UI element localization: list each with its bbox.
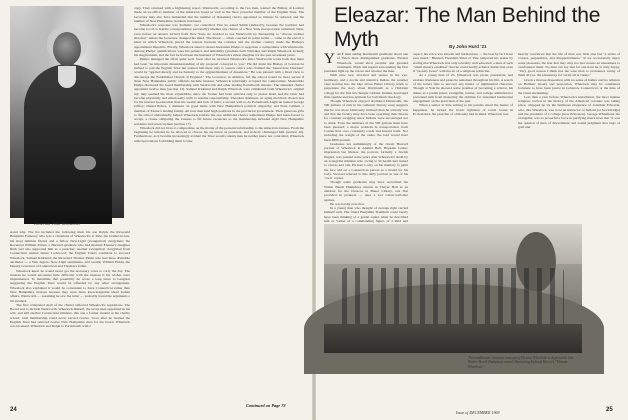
left-col1-paragraph-3: The first completed draft of the charter reflected Wheelock's aspirations. The Board was to include Wentworth, Wheelock himself, the seven men appointed in his will, and still another Connecticut minister, this one a former student at the charity school; total membership could never exceed twelve. Soon after he learned the English Trust had selected twelve New Hampshire men for the board, Wheelock was incensed. Wheelock and Ralph to Portsmouth with a — [10, 302, 130, 329]
right-col1-paragraph-3: Though Wheelock enjoyed abolished Dartmouth, the 500 gallons of rum in his romantic literary song suggests that he was more fabulously inclined than he actually was and that the faculty may have been operating their threats for constant swigging since Indians were encouraged not to drink. Even the numbers of the 500 gallons must have been guessed; a major problem in transportation from Connecticut over constantly roads and hazard trails. Not including the weight of the casks, the load would have been 4800 pounds. — [324, 99, 408, 142]
right-col2-paragraph-2: As a young man of 23, Wheelock was pious, passionate, and zealous. Rudeness and pious he remained throughout his life. A search of his letters fails to uncover any humor or lighthearted character. Though at Yale he showed some promise of becoming a scholar, his duties as a parish priest, evangelist, farmer, and college administrator prevented him from mastering the abilities for sustained intellectual engagement on the great men of the past. — [413, 73, 513, 104]
portrait-caption: Governor John Wentworth — [34, 221, 80, 226]
portrait-head — [53, 32, 81, 66]
right-col3-paragraph-3: Less than a year before, Wheelock's installation, the most intense religious revival in the history of the American colonies was taking place, whipped up by the luminous eloquence of Jonathan Edwards, who, like Wheelock, was to be an instructor of Indians (at Stockbridge) and the president of a college (now Princeton). George Whitefield, the evangelist, was so powerful a force in purifying men's lives that "it was the opinion of men of discernment and sound judgment that bags of gold and — [518, 94, 620, 129]
portrait-cravat — [58, 66, 76, 88]
left-col1-paragraph-2: Wheelock knew he would never get the necessary votes to carry the day. The trustees he would encounter little difficulty with the trustees if his wishes were implemented. To maximize that possibility he wrote a long letter to Langdon suggesting the English Trust would be offended by any other arrangement. Wheelock also explained it would be convenient to have Connecticut rather than New Hampshire trustees because they were more knowledgeable about Indian affairs. Wentworth — assuming he saw the letter — probably found the arguments a bit strained. — [10, 268, 130, 303]
right-page — [316, 0, 628, 420]
right-column-2 — [413, 52, 513, 220]
right-col1-paragraph-2: With pine tree, elevated and serene in his eye-testimony, and a docile and attentive Indian, the weather vane soaring into the blue above Baker Library tends to perpetuate the story about Dartmouth as a Christian college for the first few hunger robbins. Indians developed little sparkle and less aptitude for Calvinistic theology. — [324, 73, 408, 99]
governor-portrait-image — [10, 6, 124, 218]
page-number-right: 25 — [606, 407, 613, 413]
left-col2-paragraph-1: copy. They returned with a frightening report. Wentworth, according to the two men, wanted the Bishop of London made an ex-officio member of the American board as well as the most powerful member of the English Trust. The Governor may also have demanded that the number of dissenting clerics appointed as trustees be reduced, and the number of New Hampshire residents increased. — [134, 6, 304, 23]
article-byline: By John Hurd '21 — [449, 44, 487, 49]
right-col1-paragraph-6: He was hardly ever that. — [330, 201, 365, 206]
right-col1-paragraph-4: Graduates not unthinkingly of the Jewett Howard portrait of Wheelock in Alumni Hall, Hopkins Center, impression but lifeless, the portrait, formally a Jewish fingure, was painted some years after Wheelock's death by an evangelist minister who owing to ill health had turned to canvas and oils. He had to rely on his memory to paint the face and on a Connecticut person as a model for his body. Steward referred to this daily portrait as one of his "own" copies. — [324, 141, 408, 181]
left-column-2 — [134, 6, 304, 402]
left-col2-paragraph-3: Phelps managed the affair quite well. Soon after he received Wheelock's letter Wentworth wrote back that there had been "an important misunderstanding of my proposal conveyed to you." He did insist the Bishop of London be invited to join the English Trust but wanted him there only to answer critics who claimed the "benevolent Charities" would be "applied merely and exclusively to the aggrandizement of dissenters." He was pleased with a fixed view to discourage the Established Church of England." The Governor, in addition, felt the school would be more secure if three New Hampshire public officials became trustees. Wheelock reluctantly accepted the compromise. Meanwhile Phelps discussed the board membership with Wentworth and other leading Portsmouth citizens. The amended charter appointed twelve men (section 13). Samuel Kirkland and Ralph Wheelock were eliminated from Wheelock's original list; they seemed the most expendable, since the former had been selected only to please Keen and the latter had become physically and emotionally unfit to assume responsibility. Theodore Atkinson, an aging merchant chosen less for his interest in education than his wealth and lack of heirs; a second well-to-do Portsmouth Anglican named George Jaffrey; Daniel Peirce, a diameter on good terms with New Hampshire's political oligarchy; and Peter Gilman, a member of Exeter's leading family. All four men held high positions in the provincial government. Their generous gifts to the school undoubtedly helped Wheelock tolerate the one additional charter adjustment Phelps had been forced to accept, a clause obligating the trustees to fill future vacancies so the membership included eight New Hampshire residents and seven laymen (section 17). — [134, 57, 304, 126]
right-col1-paragraph-7: In a young man who thought of average right carried himself well. His friend Benjamin Trumbull could barely have been thinking of a genial squire when he described him as "rather of a commanding figure, of a mild and — [324, 206, 408, 223]
left-col2-paragraph-4: Wheelock did not have to compromise on the matter of the personal relationship to the American trustees. From the beginning he insisted he be allowed to choose his successor as president, and nobody challenged him (section 20). Furthermore, as it became increasingly evident the Trust would contain men he neither knew nor controlled, Wheelock added provisions forbidding them to take — [134, 125, 304, 143]
continued-note: Continued on Page 73 — [246, 403, 286, 408]
mural-foreground — [324, 324, 582, 353]
left-col2-paragraph-2: Wheelock's response was dramatic, yet controlled. Fire he asked Smith (indirectly, because the barrister had become too ill to handle correspondence personally) whether any chance of a New York incorporation remained. Next, even before an answer arrived from New York, he decided to test Wentworth by threatening to "choose another situation" unless the Governor changed his mind. The threat — albeit couched in polite terms — came at the end of a letter in which Wheelock placed the tension between the colonies and the mother country made the Bishop's appointment impolitic. Finally, Wheelock asked Colonel Alexander Phelps to negotiate a compromise with Wentworth. Among Phelps' qualifications were his patience and amiability (qualities both Whitaker and Ralph Wheelock lacked); his Anglicanism, and the fact he had been the husband of Wheelock's eldest daughter for the past seventeen years. — [134, 23, 304, 58]
left-page — [0, 0, 312, 420]
mural-caption: The traditional, romantic concept of Eleazar Wheelock is depicted in this Walter Beach Humphrey mural illustrating Richard Hovey's "Eleazar Wheelock." — [468, 356, 574, 369]
mural-figures — [342, 268, 564, 328]
right-col1-paragraph-1 — [324, 52, 408, 73]
page-number-left: 24 — [10, 407, 17, 413]
right-column-1 — [324, 51, 408, 223]
issue-line: Issue of DECEMBER 1969 — [456, 410, 500, 415]
portrait-hand — [74, 156, 96, 170]
mural-painting-image — [324, 224, 582, 353]
left-column-1 — [10, 230, 130, 398]
right-col2-paragraph-3: When a senior at Yale writing to his parents about the matter of happiness, he lacked the ironic lightness of touch found in Ecclesiastes, the preacher of obviously had in mind. Wheelock was — [413, 103, 513, 116]
drop-cap: Y — [324, 51, 335, 67]
right-col3-paragraph-1: heavily convinced that the life of man was little else but "a series of crosses, perplexities, and disappointments." If we occasionally enjoy some pleasures, the fear that they may not last creates an uneasiness to overbalance them. No man can say that for one hour he is truly happy. "Very good reason I think has the wise man to pronounce vanity of them all (i.e. the pleasures), for verily all is vanity." — [518, 52, 620, 78]
article-title: Eleazar: The Man Behind the Myth — [334, 4, 601, 51]
right-col1-paragraph-5: Though some graduates may have welcomed the Walter Beach Humphrey murals in Thayer Hall as an antidote for the Orozcos in Baker Library, one that provided in pioneers — ones a lost colour-well-met squires. — [324, 180, 408, 202]
right-col1-paragraph-1-text: ALE men asking Dartmouth graduates about one of Yale's most distinguished graduates, Eleazar Wheelock, would elicit peculiar and guarded comments. Myth and legend surrounding the first president light up the colour and obscure the man. — [324, 52, 408, 74]
portrait-coat — [24, 64, 112, 224]
left-col1-paragraph-1: stand why. The list included the following men: his son Ralph, the Reverend Benjamin Pomeroy who was a classmate of Wheelock's at Yale, his brother-in-law, his most intimate friend, and a fellow New-Light (evangelical) clergyman; the Reverend William Patten, a Harvard graduate who had married Eleazar's daughter Ruth and also supported him as a preacher; another evangelical clergyman from Connecticut named James Lockwood; the English Trust's candidate to succeed Wheelock, Samuel Kirkland; the Reverend Thomas Pitkin who had three divinable attributes — a Yale degree, New-Light sentiments, and wealth; William Pitkin, the Deputy Governor of Connecticut and Thomas's father. — [10, 230, 130, 269]
right-col2-paragraph-1: aspect; his voice was smooth and harmonious — the best by far I have ever heard." Blessed, President Stiles of Yale tempered his praise by stating that Wheelock was only tolerably well educated, a man of such "small literary erudition" that he could hardly achieve distinction even if "piously sweet" with the air of a religious politician. — [413, 52, 514, 74]
right-col3-paragraph-2: Given a morose disposition with no sense of humor and no reliance on Hellenic beauty and proportion, Wheelock may be considered fortunate to have been pastor in Lebanon, Connecticut, at the time of the Great Awakening. — [518, 77, 620, 95]
